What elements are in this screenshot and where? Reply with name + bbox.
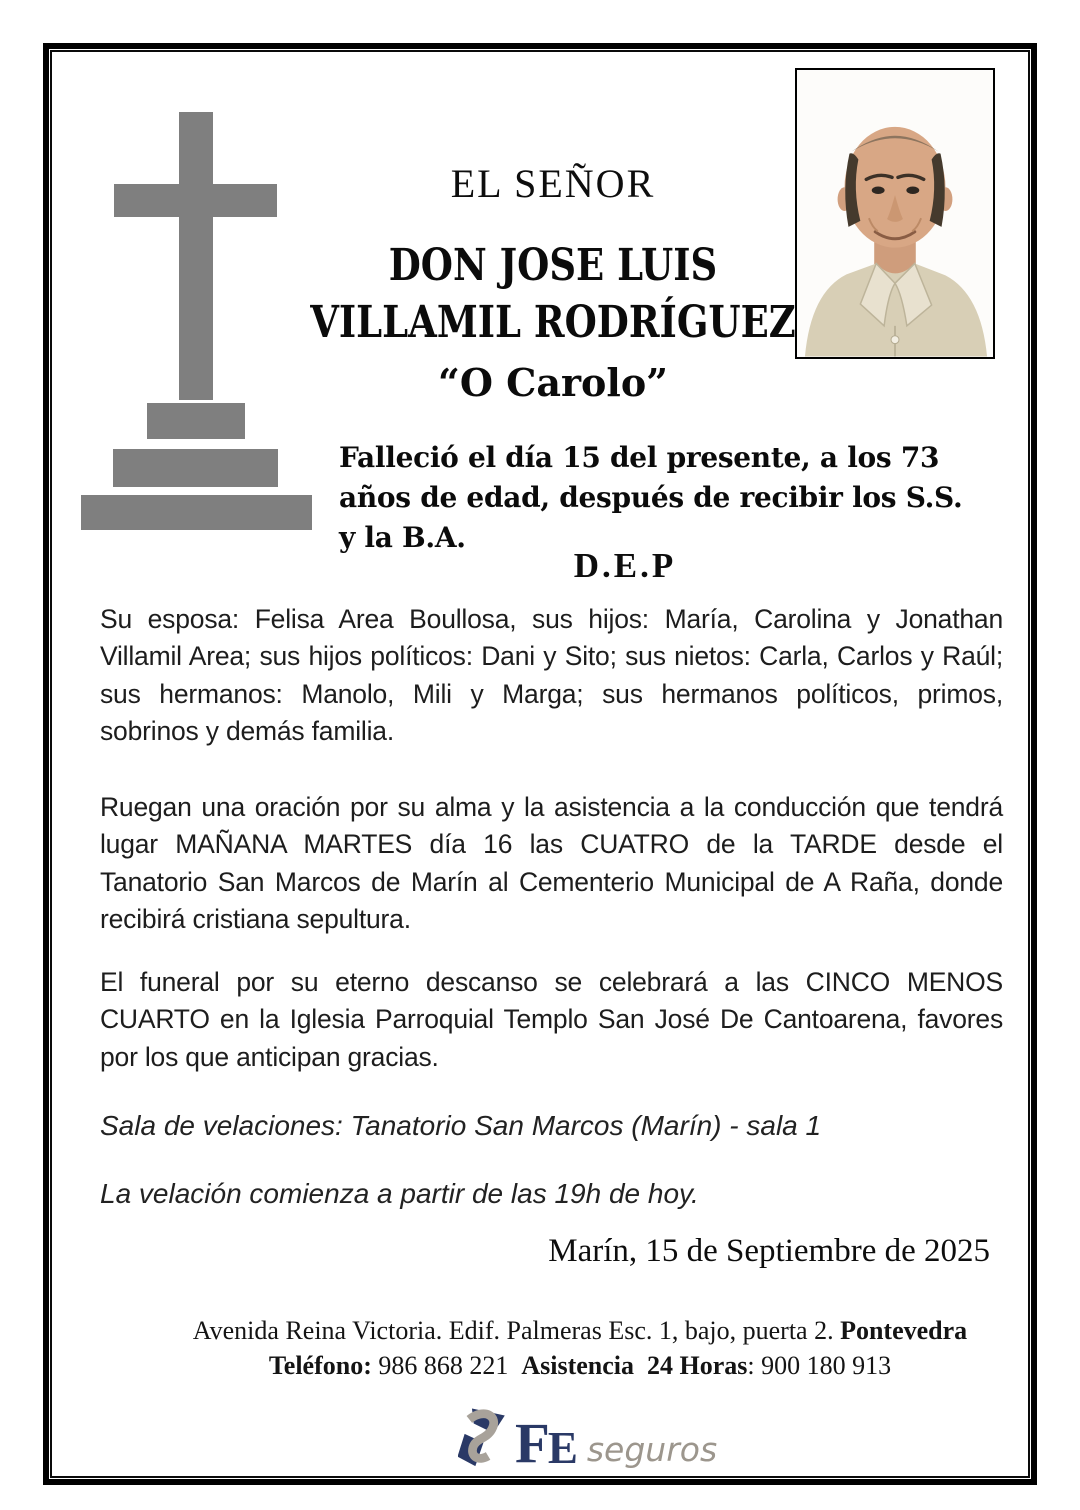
deceased-nickname: “O Carolo” bbox=[437, 360, 669, 405]
funeral-home-phones bbox=[140, 1351, 1020, 1381]
cross-vertical-bar bbox=[179, 112, 213, 400]
wake-room-line: Sala de velaciones: Tanatorio San Marcos (Marín) - sala 1 bbox=[100, 1110, 822, 1141]
cross-horizontal-bar bbox=[114, 184, 277, 217]
deceased-portrait-photo bbox=[795, 68, 995, 359]
funeral-mass-paragraph: El funeral por su eterno descanso se celebrará a las CINCO MENOS CUARTO en la Iglesia Parroquial Templo San José De Cantoarena, favores por los que anticipan gracias. bbox=[100, 967, 1003, 1072]
phone-number: 986 868 221 bbox=[371, 1351, 522, 1380]
page-title: EL SEÑOR bbox=[450, 161, 656, 206]
assistance-number: : 900 180 913 bbox=[747, 1351, 892, 1380]
address-city: Pontevedra bbox=[840, 1316, 968, 1345]
deceased-name bbox=[309, 237, 796, 351]
logo-seguros-text: seguros bbox=[586, 1430, 718, 1470]
deceased-name-line2: VILLAMIL RODRÍGUEZ bbox=[310, 297, 796, 348]
funeral-home-address bbox=[140, 1316, 1020, 1346]
dep-abbreviation: D.E.P bbox=[573, 546, 677, 585]
family-paragraph: Su esposa: Felisa Area Boullosa, sus hijos: María, Carolina y Jonathan Villamil Area; sus hijos políticos: Dani y Sito; sus nietos: Carla, Carlos y Raúl; sus hermanos: Manolo, Mili y Marga; sus hermanos políticos, primos, sobrinos y demás familia. bbox=[100, 604, 1003, 747]
deceased-name-line1: DON JOSE LUIS bbox=[388, 240, 718, 291]
place-date-line: Marín, 15 de Septiembre de 2025 bbox=[548, 1233, 990, 1269]
cross-base-step-2 bbox=[113, 449, 278, 487]
cross-base-step-1 bbox=[147, 403, 245, 439]
fe-seguros-logo-icon bbox=[458, 1406, 506, 1468]
logo-letter-f: F bbox=[515, 1412, 550, 1476]
logo-letter-e: E bbox=[547, 1423, 578, 1474]
memorial-cross-icon bbox=[81, 112, 312, 530]
assistance-label: Asistencia 24 Horas bbox=[521, 1351, 748, 1380]
wake-time-line: La velación comienza a partir de las 19h de hoy. bbox=[100, 1178, 699, 1209]
funeral-procession-paragraph: Ruegan una oración por su alma y la asistencia a la conducción que tendrá lugar MAÑANA MARTES día 16 las CUATRO de la TARDE desde el Tanatorio San Marcos de Marín al Cementerio Municipal de A Raña, donde recibirá cristiana sepultura. bbox=[100, 792, 1003, 935]
address-text: Avenida Reina Victoria. Edif. Palmeras Esc. 1, bajo, puerta 2. bbox=[192, 1316, 841, 1345]
fe-seguros-logo bbox=[458, 1402, 718, 1476]
phone-label: Teléfono: bbox=[268, 1351, 372, 1380]
portrait-illustration bbox=[797, 70, 993, 357]
cross-base-step-3 bbox=[81, 495, 312, 530]
death-notice-text: Falleció el día 15 del presente, a los 73 años de edad, después de recibir los S.S. y la B.A. bbox=[339, 441, 963, 554]
